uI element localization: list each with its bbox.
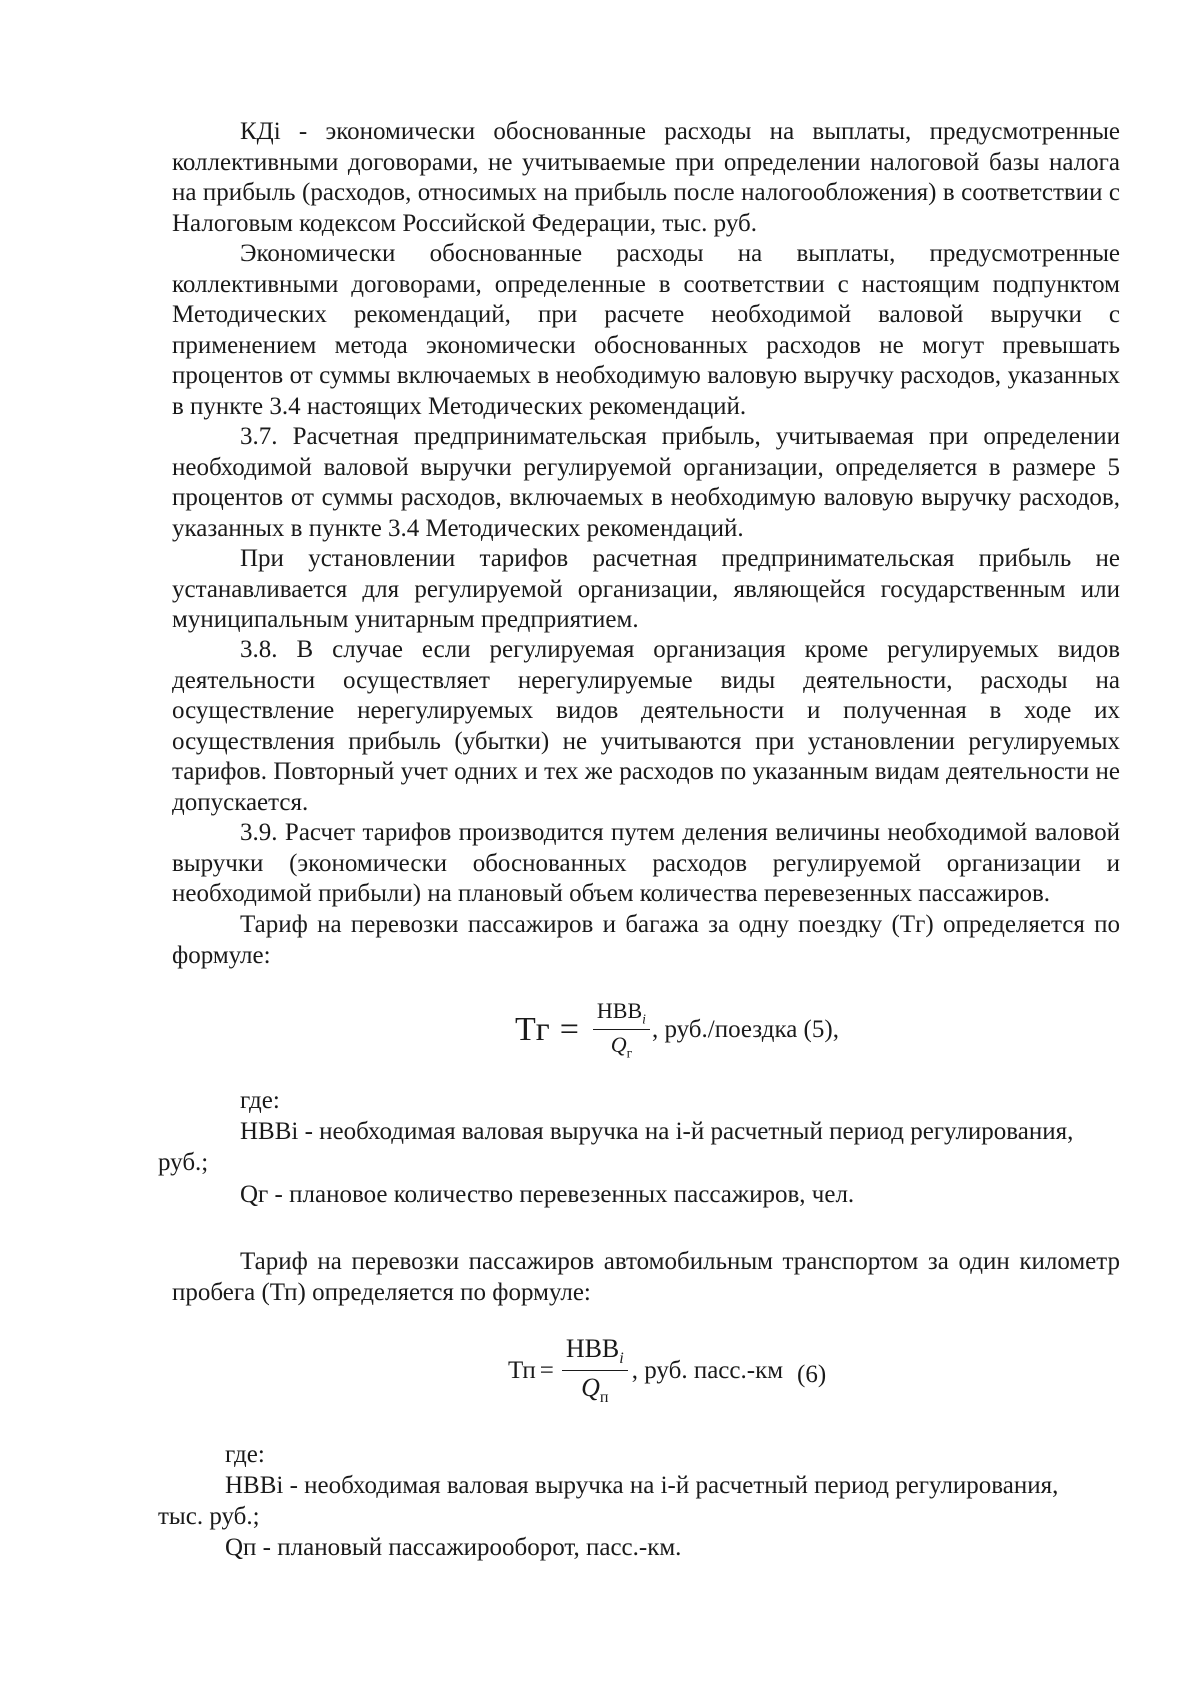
paragraph-3-8: 3.8. В случае если регулируемая организация кроме регулируемых видов деятельности осуществляет нерегулируемые виды деятельности, расходы на осуществление нерегулируемых видов деятельности и полученная в ходе их осуществления прибыль (убытки) не учитываются при установлении регулируемых тарифов. Повторный учет одних и тех же расходов по указанным видам деятельности не допускается. — [172, 636, 1120, 816]
paragraph-tariff-km-intro: Тариф на перевозки пассажиров автомобильным транспортом за один километр пробега (Тп) определяется по формуле: — [172, 1248, 1120, 1306]
definition-qp: Qп - плановый пассажирооборот, пасс.-км. — [225, 1534, 682, 1561]
formula-6-number: (6) — [797, 1360, 827, 1388]
formula-5-lhs: Тг — [515, 1010, 550, 1048]
formula-6-numerator: $НВВ_i$ — [562, 1334, 628, 1371]
formula-6-denominator: $Q_п$ — [581, 1373, 609, 1407]
paragraph-tariff-trip-intro: Тариф на перевозки пассажиров и багажа за одну поездку (Тг) определяется по формуле: — [172, 911, 1120, 969]
paragraph-3-7: 3.7. Расчетная предпринимательская прибыль, учитываемая при определении необходимой валовой выручки регулируемой организации, определяется в размере 5 процентов от суммы расходов, включаемых в необходимую валовую выручку расходов, указанных в пункте 3.4 Методических рекомендаций. — [172, 423, 1120, 542]
definition-nvv-2: НВВi - необходимая валовая выручка на i-й расчетный период регулирования, — [225, 1472, 1059, 1499]
formula-5-fraction — [593, 998, 650, 1062]
formula-6 — [508, 1334, 826, 1407]
formula-6-lhs: Тп — [508, 1356, 536, 1384]
paragraph-kd-definition: КДi - экономически обоснованные расходы на выплаты, предусмотренные коллективными договорами, не учитываемые при определении налоговой базы налога на прибыль (расходов, относимых на прибыль после налогообложения) в соответствии с Налоговым кодексом Российской Федерации, тыс. руб. — [172, 118, 1120, 237]
formula-6-fraction — [562, 1334, 628, 1407]
definition-qg: Qг - плановое количество перевезенных пассажиров, чел. — [240, 1181, 855, 1208]
paragraph-collective-limit: Экономически обоснованные расходы на выплаты, предусмотренные коллективными договорами, определенные в соответствии с настоящим подпунктом Методических рекомендаций, при расчете необходимой валовой выручки с применением метода экономически обоснованных расходов не могут превышать процентов от суммы включаемых в необходимую валовую выручку расходов, указанных в пункте 3.4 настоящих Методических рекомендаций. — [172, 240, 1120, 420]
formula-5 — [515, 998, 839, 1062]
formula-5-denominator: $Q_г$ — [610, 1032, 633, 1061]
paragraph-3-9: 3.9. Расчет тарифов производится путем деления величины необходимой валовой выручки (экономически обоснованных расходов регулируемой организации и необходимой прибыли) на плановый объем количества перевезенных пассажиров. — [172, 819, 1120, 907]
formula-5-equals: = — [559, 1010, 579, 1048]
formula-6-equals: = — [539, 1356, 554, 1384]
formula-6-unit: , руб. пасс.-км — [631, 1356, 784, 1384]
formula-5-unit: , руб./поездка (5), — [651, 1015, 839, 1043]
definition-nvv-1-continued: руб.; — [158, 1149, 209, 1176]
where-label-2: где: — [225, 1441, 265, 1468]
formula-5-numerator: $НВВ_i$ — [593, 998, 650, 1030]
definition-nvv-2-continued: тыс. руб.; — [158, 1503, 260, 1530]
paragraph-3-7-continued: При установлении тарифов расчетная предпринимательская прибыль не устанавливается для регулируемой организации, являющейся государственным или муниципальным унитарным предприятием. — [172, 545, 1120, 633]
definition-nvv-1: НВВi - необходимая валовая выручка на i-й расчетный период регулирования, — [240, 1118, 1074, 1145]
where-label-1: где: — [240, 1087, 280, 1114]
